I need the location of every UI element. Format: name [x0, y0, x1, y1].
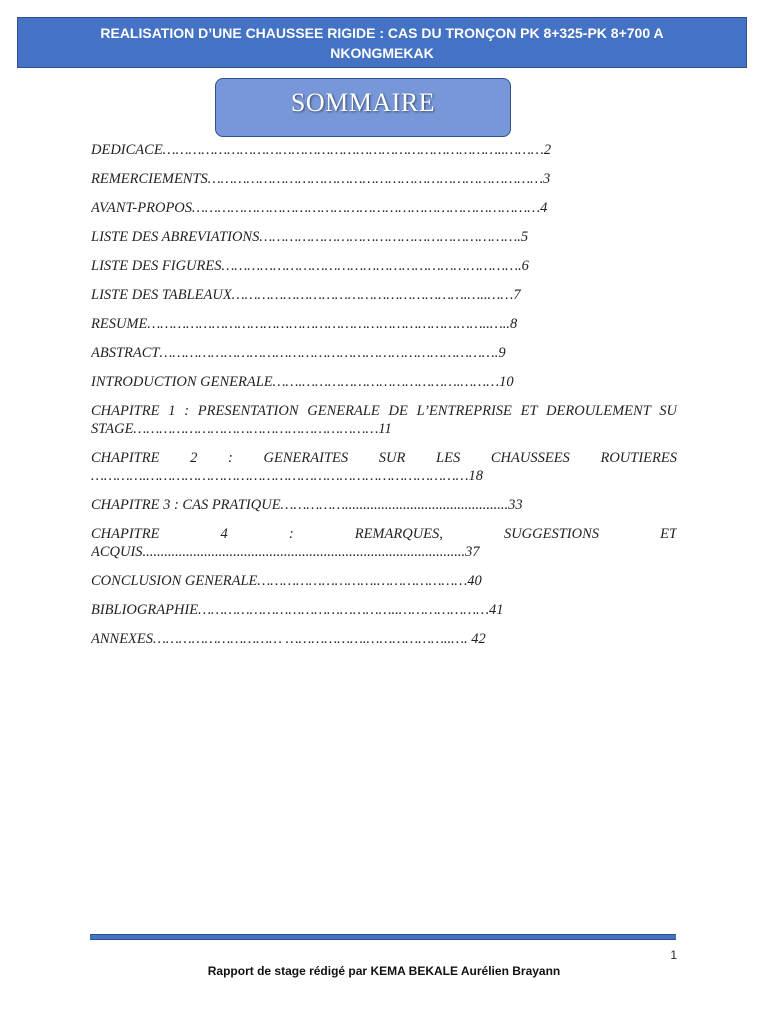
sommaire-title-box — [215, 78, 511, 137]
page-number: 1 — [670, 948, 677, 962]
toc-entry-chapitre-3: CHAPITRE 3 : CAS PRATIQUE…………….............................................33 — [91, 497, 523, 513]
toc-entry-liste-figures: LISTE DES FIGURES…………………………………………………………….6 — [91, 258, 529, 274]
toc-entry-bibliographie: BIBLIOGRAPHIE………………………………………..…………………41 — [91, 602, 504, 618]
document-header-banner — [17, 17, 747, 68]
table-of-contents — [91, 141, 677, 659]
toc-entry-dedicace: DEDICACE……………………………………………………………………..………2 — [91, 142, 552, 158]
toc-entry-chapitre-1: CHAPITRE 1 : PRESENTATION GENERALE DE L’ENTREPRISE ET DEROULEMENT SU STAGE…………………………………………………11 — [91, 403, 677, 437]
toc-entry-introduction: INTRODUCTION GENERALE…….……………………………….………10 — [91, 374, 514, 390]
toc-entry-chapitre-2: CHAPITRE 2 : GENERAITES SUR LES CHAUSSEES ROUTIERES ………….…………………………………………………………………18 — [91, 450, 677, 484]
toc-entry-abstract: ABSTRACT…………………………………………………………………….9 — [91, 345, 506, 361]
toc-entry-annexes: ANNEXES………………………… ……………….………………..…. 42 — [91, 631, 486, 647]
toc-entry-remerciements: REMERCIEMENTS……………………………………………………………………3 — [91, 171, 551, 187]
header-title-line-2: NKONGMEKAK — [330, 45, 434, 61]
toc-entry-resume: RESUME……………………………………………………………………..…..8 — [91, 316, 518, 332]
toc-entry-avant-propos: AVANT-PROPOS………………………………………………………………………4 — [91, 200, 548, 216]
toc-entry-chapitre-4: CHAPITRE 4 : REMARQUES, SUGGESTIONS ET ACQUIS.........................................................................................37 — [91, 526, 677, 560]
toc-entry-liste-tableaux: LISTE DES TABLEAUX……………………………………………….…..……7 — [91, 287, 521, 303]
toc-entry-liste-abreviations: LISTE DES ABREVIATIONS…………………………………………………….5 — [91, 229, 529, 245]
header-title-line-1: REALISATION D’UNE CHAUSSEE RIGIDE : CAS DU TRONÇON PK 8+325-PK 8+700 A — [100, 25, 664, 41]
sommaire-title: SOMMAIRE — [290, 88, 436, 117]
toc-entry-conclusion: CONCLUSION GENERALE……………………….…………………40 — [91, 573, 482, 589]
footer-divider — [90, 934, 676, 940]
footer-author-line: Rapport de stage rédigé par KEMA BEKALE Aurélien Brayann — [207, 964, 561, 978]
